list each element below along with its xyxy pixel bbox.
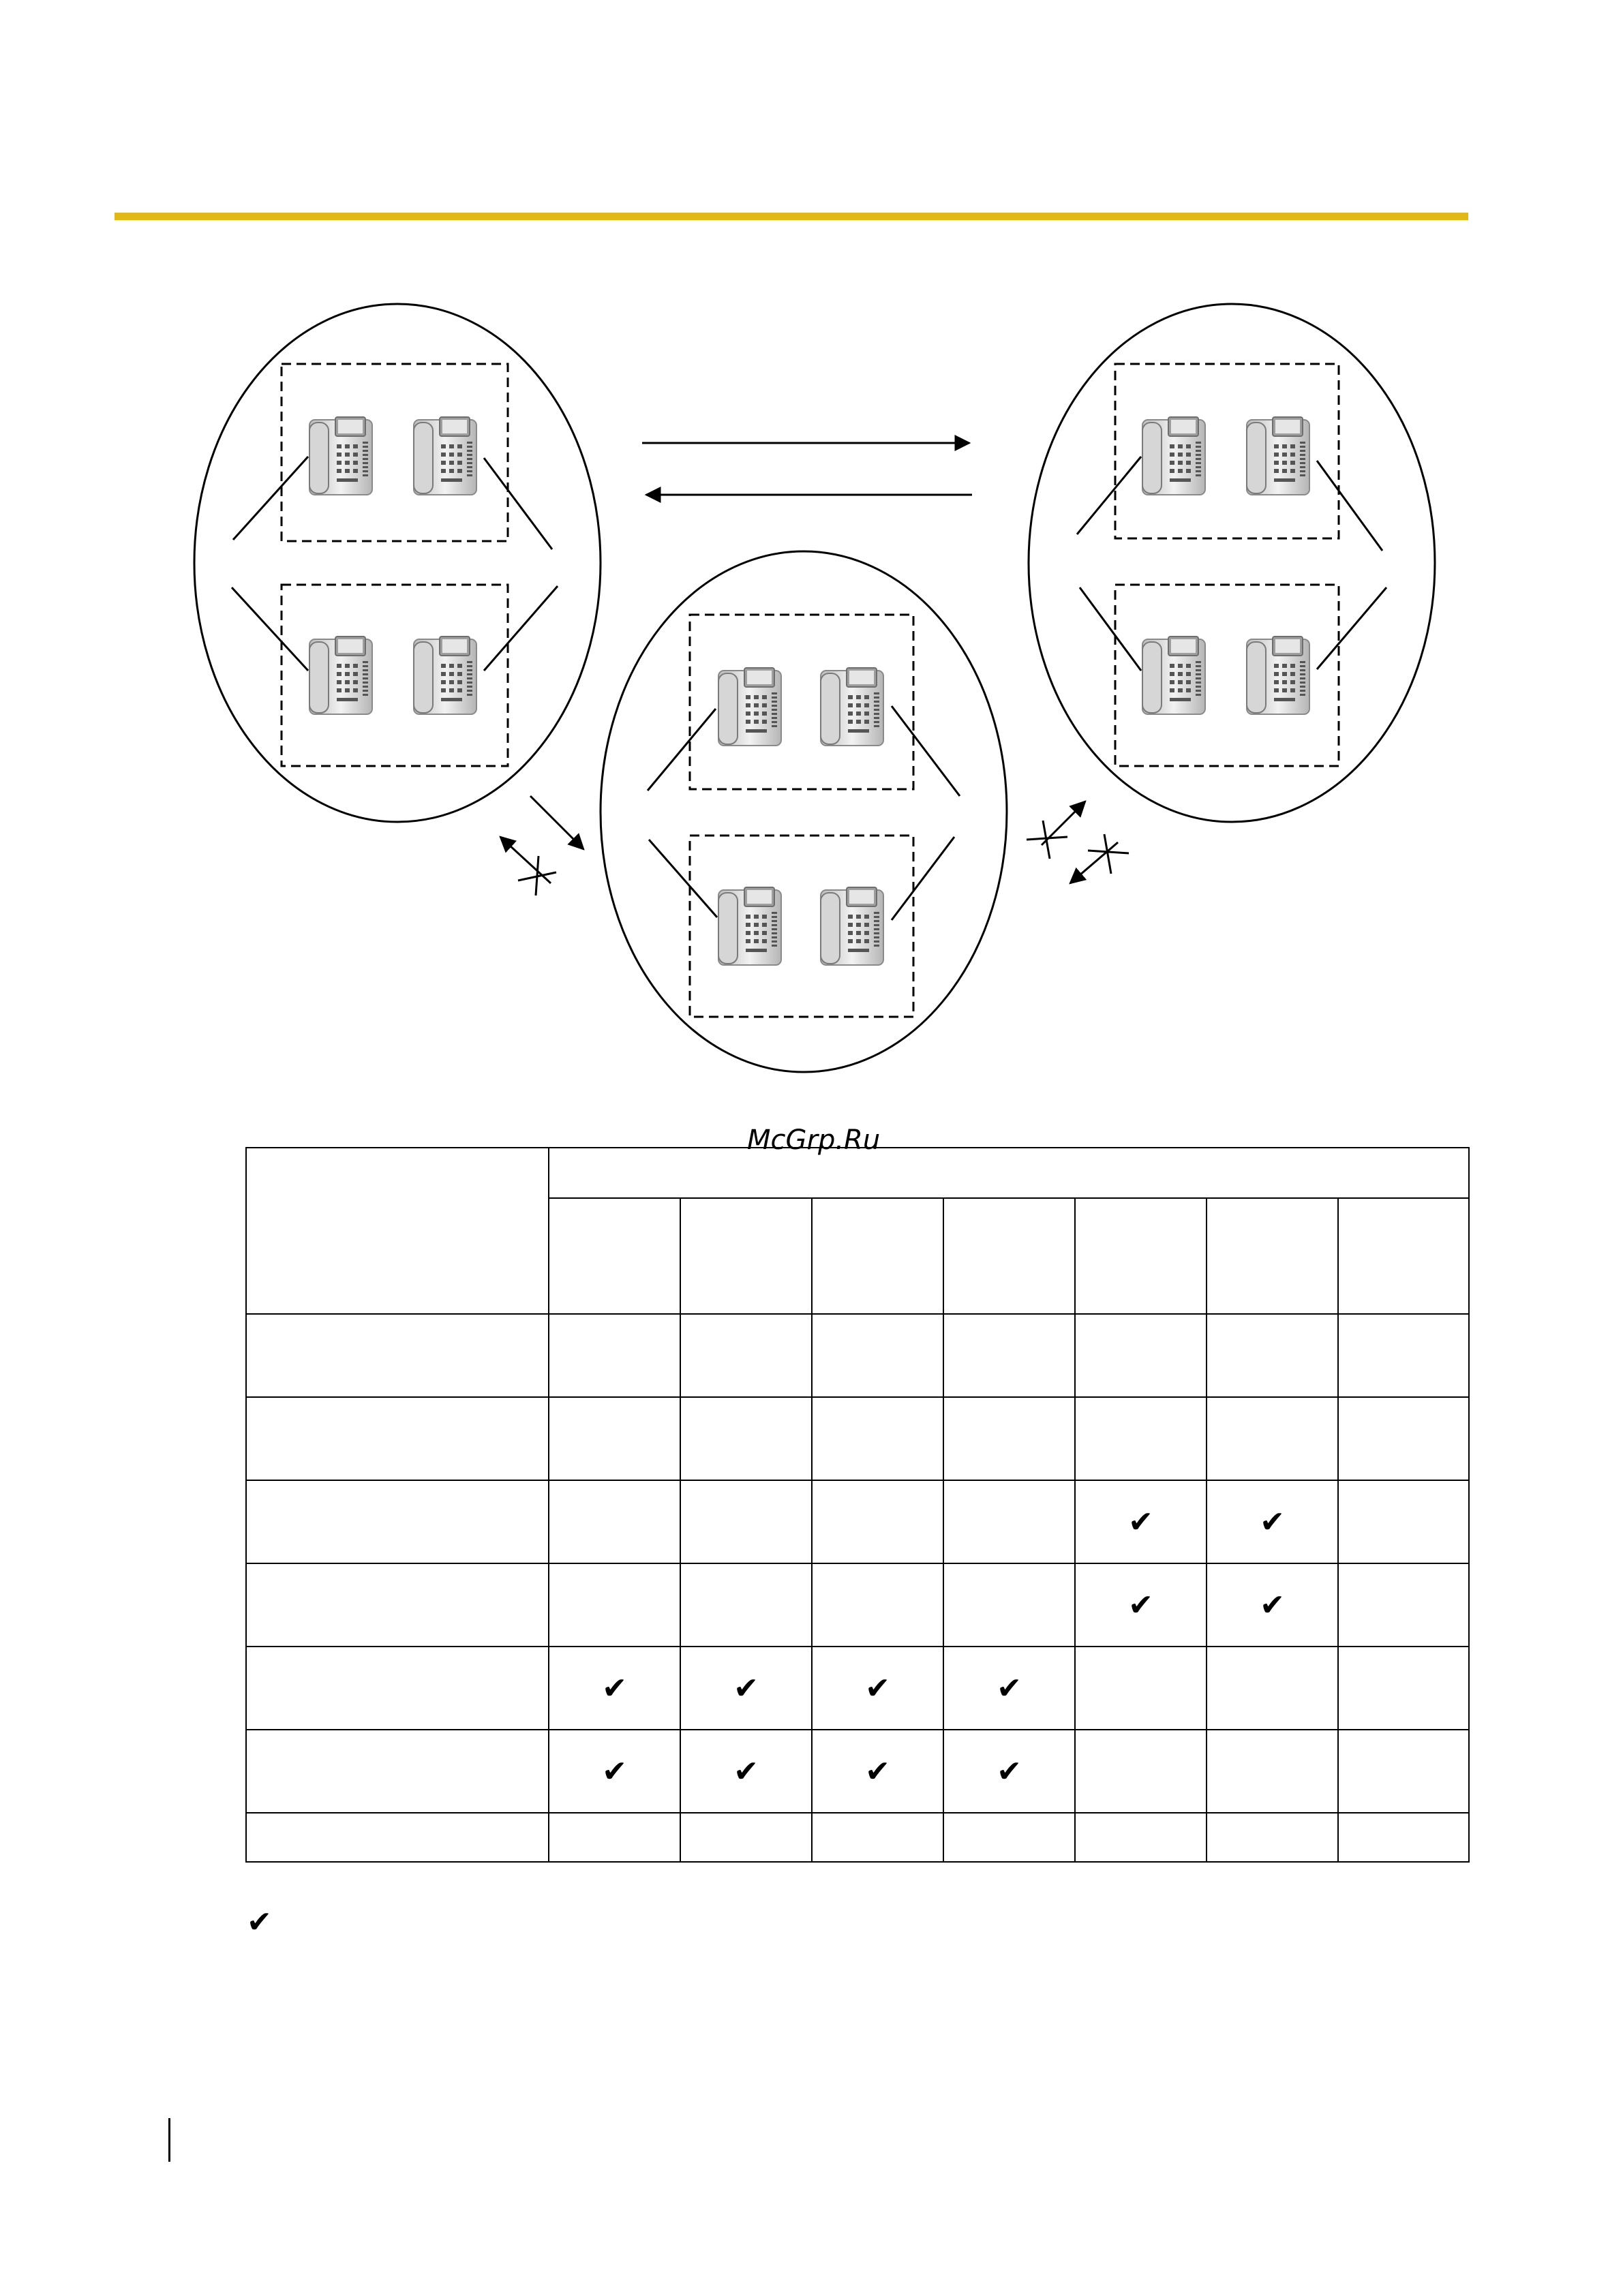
empty-cell xyxy=(549,1314,680,1397)
empty-cell xyxy=(812,1563,943,1647)
column-header-cell xyxy=(1075,1198,1207,1314)
check-mark-cell: ✔ xyxy=(549,1730,680,1813)
check-mark-cell: ✔ xyxy=(549,1647,680,1730)
telephone-icon xyxy=(718,668,781,746)
header-row xyxy=(246,1148,1469,1198)
column-header-cell xyxy=(812,1198,943,1314)
empty-cell xyxy=(1338,1563,1469,1647)
table-row xyxy=(246,1813,1469,1862)
empty-cell xyxy=(812,1480,943,1563)
column-header-cell xyxy=(680,1198,812,1314)
telephone-icon xyxy=(1247,417,1309,495)
table-row xyxy=(246,1314,1469,1397)
column-header-cell xyxy=(1207,1198,1338,1314)
check-mark-cell: ✔ xyxy=(812,1647,943,1730)
row-label-cell xyxy=(246,1813,549,1862)
empty-cell xyxy=(1075,1647,1207,1730)
empty-cell xyxy=(1075,1397,1207,1480)
empty-cell xyxy=(1207,1397,1338,1480)
corner-header-cell xyxy=(246,1148,549,1314)
check-mark-cell: ✔ xyxy=(680,1647,812,1730)
column-header-cell xyxy=(943,1198,1075,1314)
telephone-icon xyxy=(1247,637,1309,714)
telephone-icon xyxy=(821,887,883,965)
check-mark-cell: ✔ xyxy=(680,1730,812,1813)
watermark: McGrp.Ru xyxy=(747,1124,881,1156)
empty-cell xyxy=(1075,1813,1207,1862)
row-label-cell xyxy=(246,1314,549,1397)
empty-cell xyxy=(1207,1314,1338,1397)
network-diagram xyxy=(0,0,1623,1118)
row-label-cell xyxy=(246,1397,549,1480)
empty-cell xyxy=(1338,1397,1469,1480)
table-row xyxy=(246,1647,1469,1730)
telephone-icon xyxy=(821,668,883,746)
empty-cell xyxy=(1338,1730,1469,1813)
check-mark-cell: ✔ xyxy=(1207,1563,1338,1647)
check-mark-cell: ✔ xyxy=(943,1730,1075,1813)
empty-cell xyxy=(812,1314,943,1397)
telephone-icon xyxy=(1142,417,1205,495)
group-boundary-left xyxy=(194,304,601,822)
empty-cell xyxy=(1338,1314,1469,1397)
group-boundary-center xyxy=(601,551,1007,1072)
empty-cell xyxy=(549,1480,680,1563)
permission-matrix xyxy=(245,1147,1470,1863)
table-row xyxy=(246,1397,1469,1480)
telephone-icon xyxy=(414,417,476,495)
empty-cell xyxy=(1338,1813,1469,1862)
empty-cell xyxy=(1075,1730,1207,1813)
empty-cell xyxy=(943,1397,1075,1480)
empty-cell xyxy=(549,1813,680,1862)
empty-cell xyxy=(1075,1314,1207,1397)
legend-check-mark: ✔ xyxy=(247,1905,272,1940)
row-label-cell xyxy=(246,1480,549,1563)
empty-cell xyxy=(943,1314,1075,1397)
empty-cell xyxy=(680,1397,812,1480)
table-row xyxy=(246,1563,1469,1647)
telephone-icon xyxy=(309,417,372,495)
empty-cell xyxy=(943,1813,1075,1862)
row-label-cell xyxy=(246,1647,549,1730)
column-header-cell xyxy=(549,1198,680,1314)
empty-cell xyxy=(1207,1730,1338,1813)
check-mark-cell: ✔ xyxy=(1207,1480,1338,1563)
telephone-icon xyxy=(414,637,476,714)
empty-cell xyxy=(549,1563,680,1647)
empty-cell xyxy=(812,1397,943,1480)
empty-cell xyxy=(1207,1813,1338,1862)
table-row xyxy=(246,1480,1469,1563)
page-footer-bar xyxy=(168,2118,170,2162)
group-boundary-right xyxy=(1029,304,1435,822)
empty-cell xyxy=(680,1314,812,1397)
empty-cell xyxy=(680,1813,812,1862)
row-label-cell xyxy=(246,1730,549,1813)
empty-cell xyxy=(812,1813,943,1862)
empty-cell xyxy=(680,1480,812,1563)
column-header-cell xyxy=(1338,1198,1469,1314)
row-label-cell xyxy=(246,1563,549,1647)
check-mark-cell: ✔ xyxy=(812,1730,943,1813)
check-mark-cell: ✔ xyxy=(1075,1480,1207,1563)
empty-cell xyxy=(549,1397,680,1480)
empty-cell xyxy=(1338,1480,1469,1563)
table-row xyxy=(246,1730,1469,1813)
empty-cell xyxy=(1207,1647,1338,1730)
telephone-icon xyxy=(1142,637,1205,714)
check-mark-cell: ✔ xyxy=(1075,1563,1207,1647)
group-header-cell xyxy=(549,1148,1469,1198)
telephone-icon xyxy=(309,637,372,714)
empty-cell xyxy=(1338,1647,1469,1730)
empty-cell xyxy=(943,1480,1075,1563)
telephone-icon xyxy=(718,887,781,965)
empty-cell xyxy=(680,1563,812,1647)
check-mark-cell: ✔ xyxy=(943,1647,1075,1730)
empty-cell xyxy=(943,1563,1075,1647)
